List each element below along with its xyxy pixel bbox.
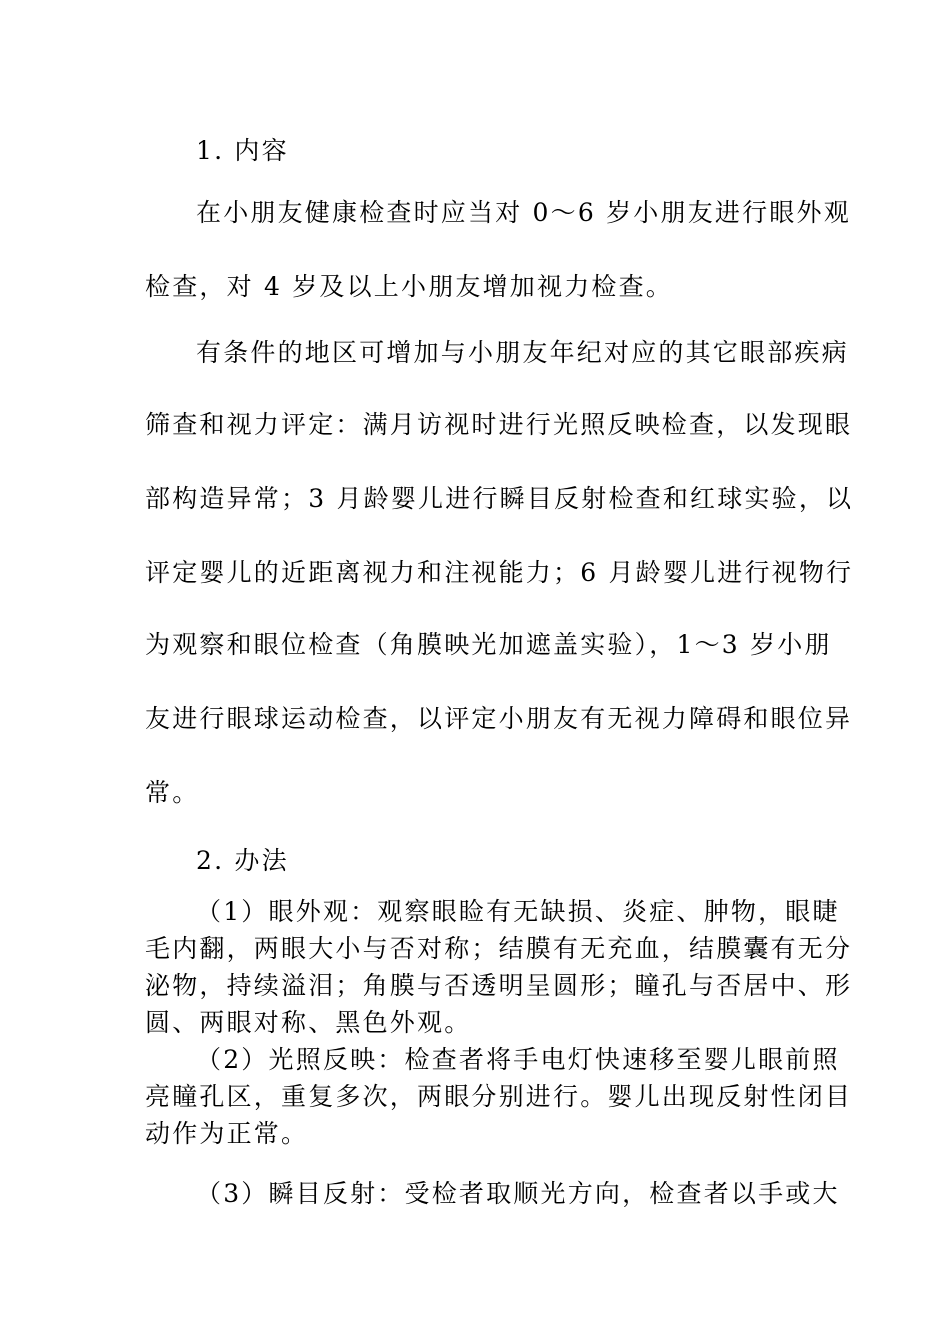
paragraph-line: 筛查和视力评定：满月访视时进行光照反映检查，以发现眼 (145, 410, 853, 439)
method-line: 动作为正常。 (145, 1119, 309, 1148)
method-line: （3）瞬目反射：受检者取顺光方向，检查者以手或大 (196, 1179, 840, 1208)
method-line: 毛内翻，两眼大小与否对称；结膜有无充血，结膜囊有无分 (145, 934, 853, 963)
section-heading-content: 1. 内容 (196, 136, 289, 165)
paragraph-line: 评定婴儿的近距离视力和注视能力；6 月龄婴儿进行视物行 (145, 558, 854, 587)
paragraph-line: 检查，对 4 岁及以上小朋友增加视力检查。 (145, 272, 674, 301)
method-line: 圆、两眼对称、黑色外观。 (145, 1008, 472, 1037)
paragraph-line: 为观察和眼位检查（角膜映光加遮盖实验），1～3 岁小朋 (145, 630, 832, 659)
paragraph-line: 友进行眼球运动检查，以评定小朋友有无视力障碍和眼位异 (145, 704, 853, 733)
paragraph-line: 部构造异常；3 月龄婴儿进行瞬目反射检查和红球实验，以 (145, 484, 854, 513)
method-line: （1）眼外观：观察眼睑有无缺损、炎症、肿物，眼睫 (196, 897, 840, 926)
method-line: （2）光照反映：检查者将手电灯快速移至婴儿眼前照 (196, 1045, 840, 1074)
section-heading-method: 2. 办法 (196, 846, 289, 875)
paragraph-line: 常。 (145, 778, 200, 807)
method-line: 亮瞳孔区，重复多次，两眼分别进行。婴儿出现反射性闭目 (145, 1082, 853, 1111)
paragraph-line: 有条件的地区可增加与小朋友年纪对应的其它眼部疾病 (196, 338, 849, 367)
method-line: 泌物，持续溢泪；角膜与否透明呈圆形；瞳孔与否居中、形 (145, 971, 853, 1000)
paragraph-line: 在小朋友健康检查时应当对 0～6 岁小朋友进行眼外观 (196, 198, 851, 227)
